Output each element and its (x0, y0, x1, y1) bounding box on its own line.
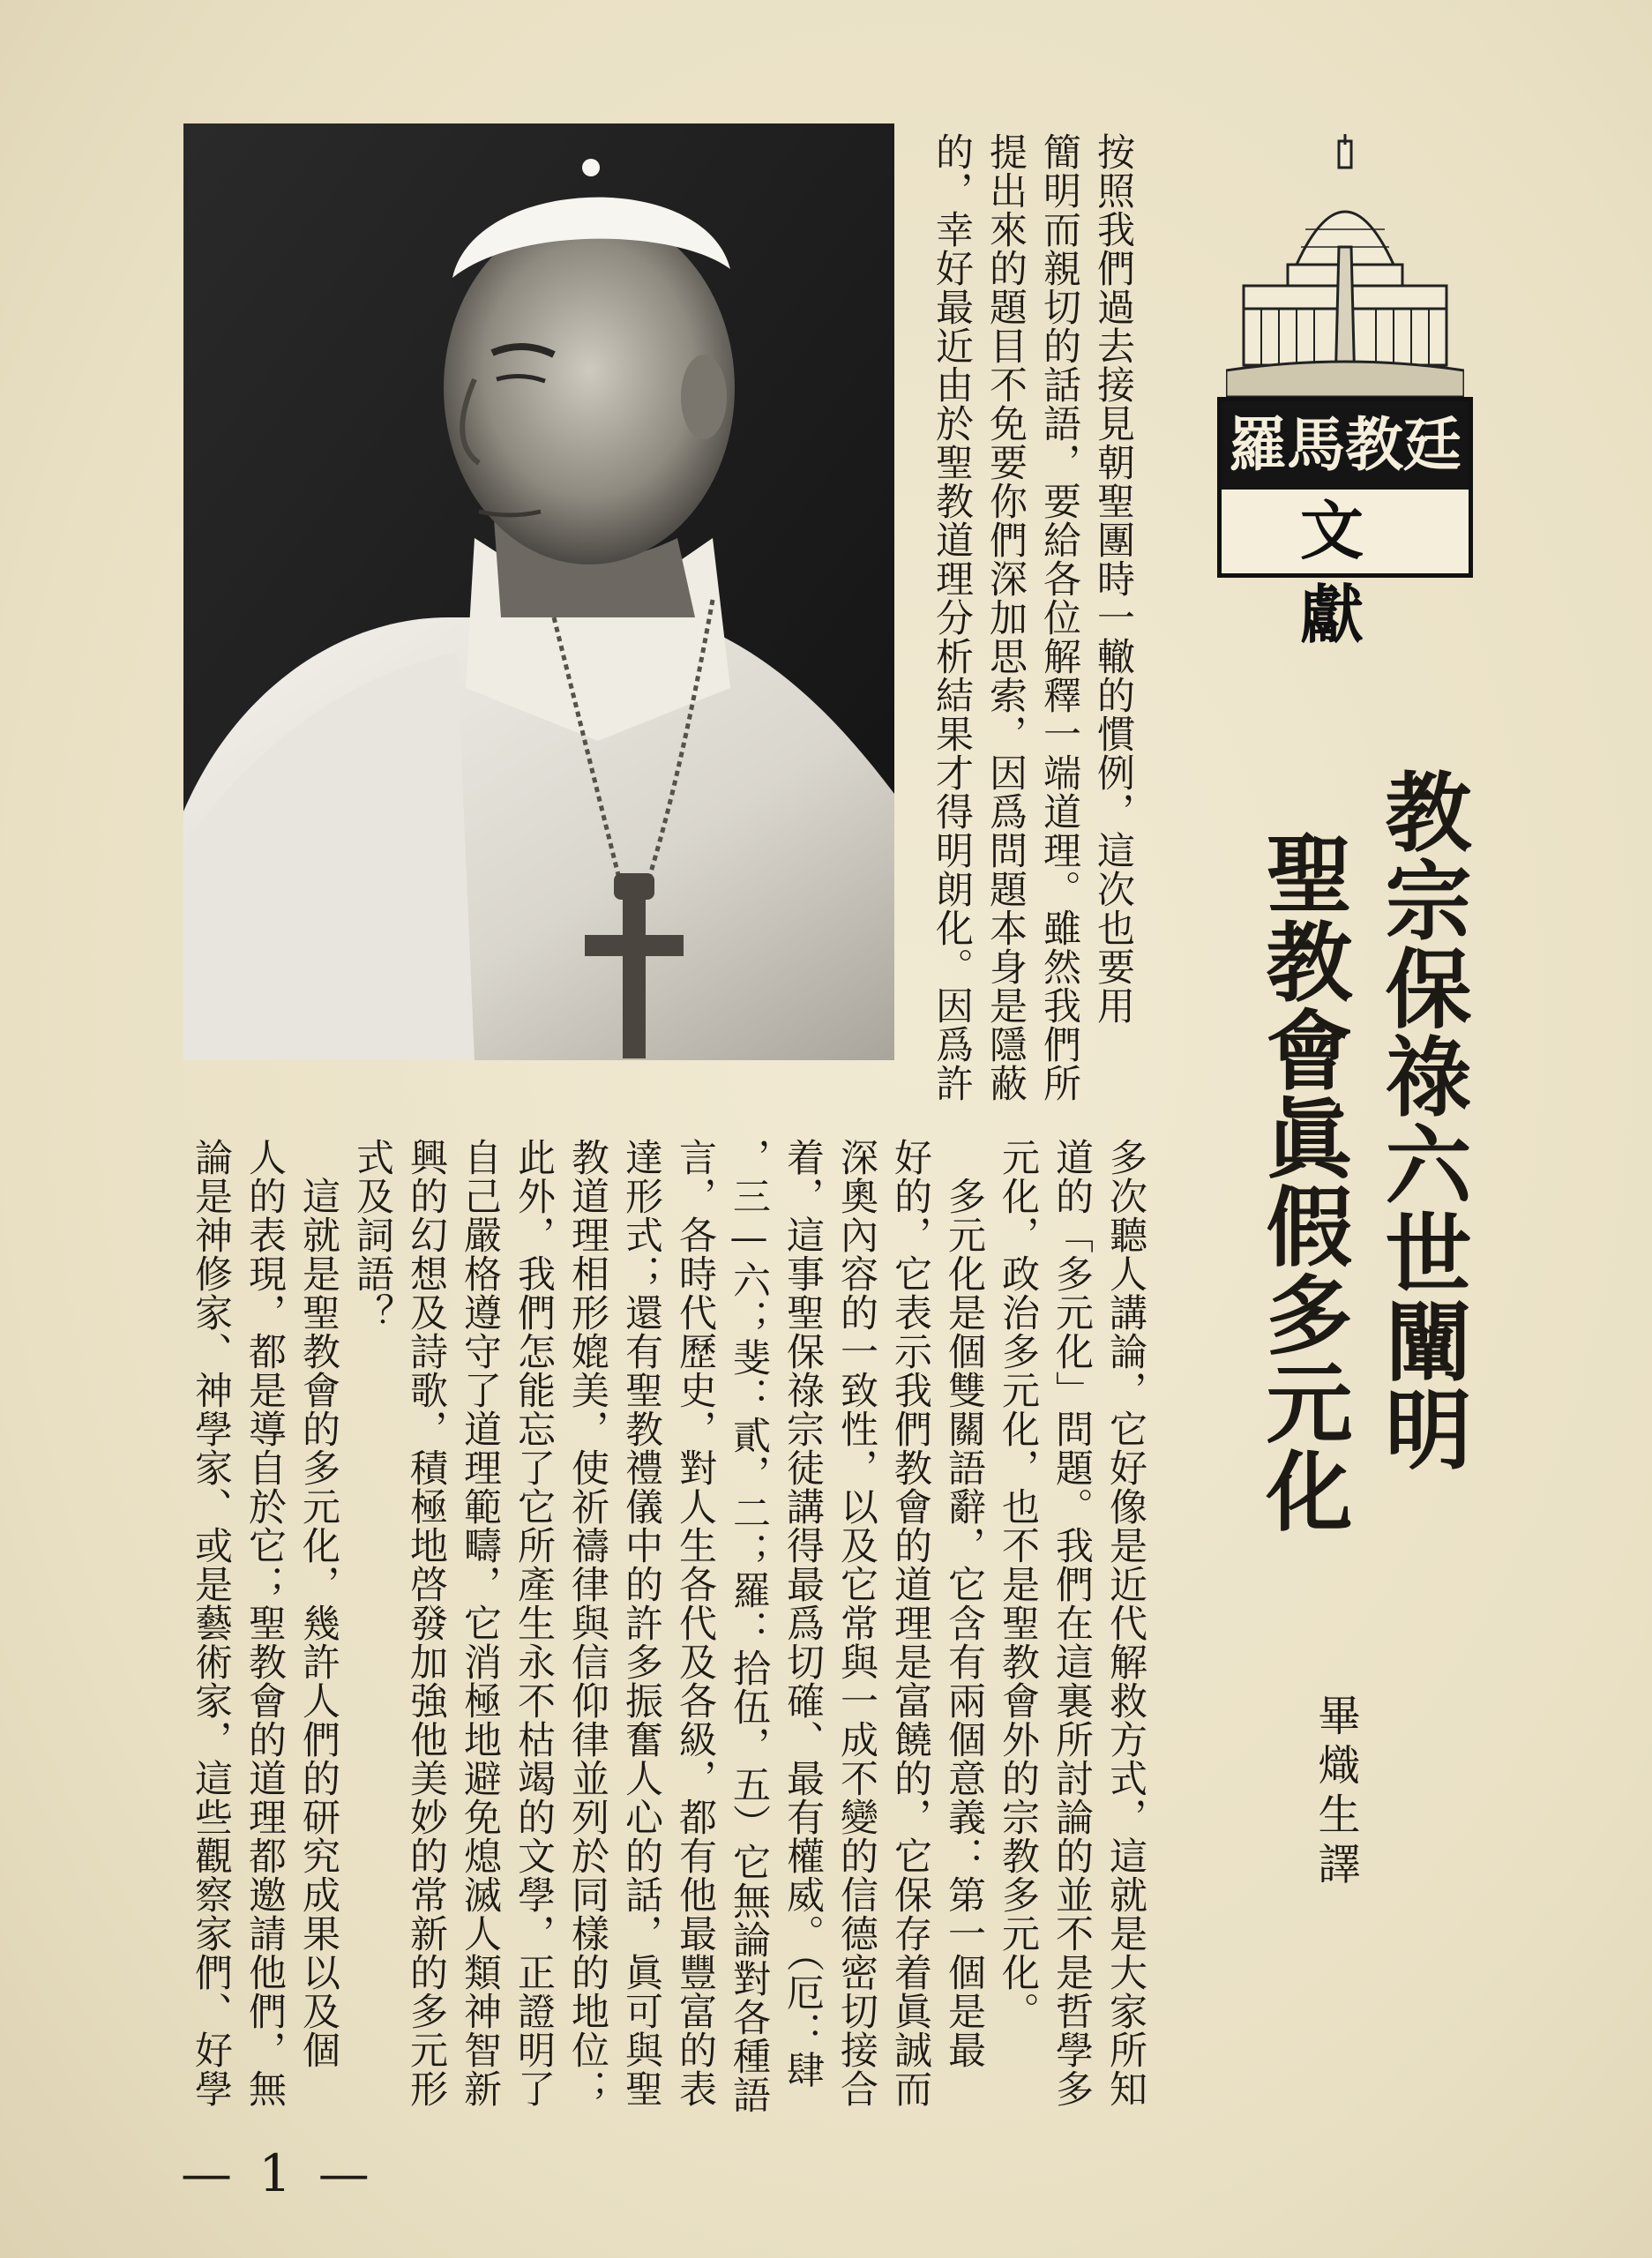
series-header (1217, 132, 1473, 652)
series-title-line2: 文獻 (1299, 494, 1425, 652)
translator-credit: 畢熾生譯 (1311, 1694, 1360, 1891)
body-text: 多次聽人講論，它好像是近代解救方式，這就是大家所知 道的「多元化」問題。我們在這裏所討論的並不是哲學多 元化，政治多元化，也不是聖教會外的宗教多元化。 多元化是個雙關語辭，它含有兩個意義：第一個是最 好的，它表示我們教會的道理是富饒的，它保存着眞誠而 深奧內容的一致性，以及它常與一成不變的信德密切接合 着，這事聖保祿宗徒講得最爲切確、最有權威。（厄：肆 ，三—六；斐：貳，二；羅：拾伍，五）它無論對各種語 言，各時代歷史，對人生各代及各級，都有他最豐富的表 達形式；還有聖教禮儀中的許多振奮人心的話，眞可與聖 教道理相形媲美，使祈禱律與信仰律並列於同樣的地位； 此外，我們怎能忘了它所產生永不枯竭的文學，正證明了 自己嚴格遵守了道理範疇，它消極地避免熄滅人類神智新 興的幻想及詩歌，積極地啓發加強他美妙的常新的多元形 式及詞語？ 這就是聖教會的多元化，幾許人們的研究成果以及個 人的表現，都是導自於它；聖教會的道理都邀請他們，無 論是神修家、神學家、或是藝術家，這些觀察家們、好學 (189, 1138, 1147, 2114)
pope-portrait-photo (183, 123, 894, 1060)
article-title-line2: 聖教會眞假多元化 (1252, 829, 1352, 1535)
intro-text: 按照我們過去接見朝聖團時一轍的慣例，這次也要用 簡明而親切的話語，要給各位解釋一端道理。雖然我們所 提出來的題目不免要你們深加思索，因爲問題本身是隱蔽 的，幸好最近由於聖教道理分析結果才得明朗化。因爲許 (930, 132, 1135, 1103)
st-peters-basilica-emblem (1226, 132, 1464, 397)
bleed-through-text (1499, 132, 1545, 162)
series-title-box (1217, 397, 1473, 652)
article-title-line1: 教宗保祿六世闡明 (1371, 767, 1471, 1473)
page-number: — 1 — (181, 2143, 375, 2203)
series-title-line1: 羅馬教廷 (1222, 401, 1469, 490)
